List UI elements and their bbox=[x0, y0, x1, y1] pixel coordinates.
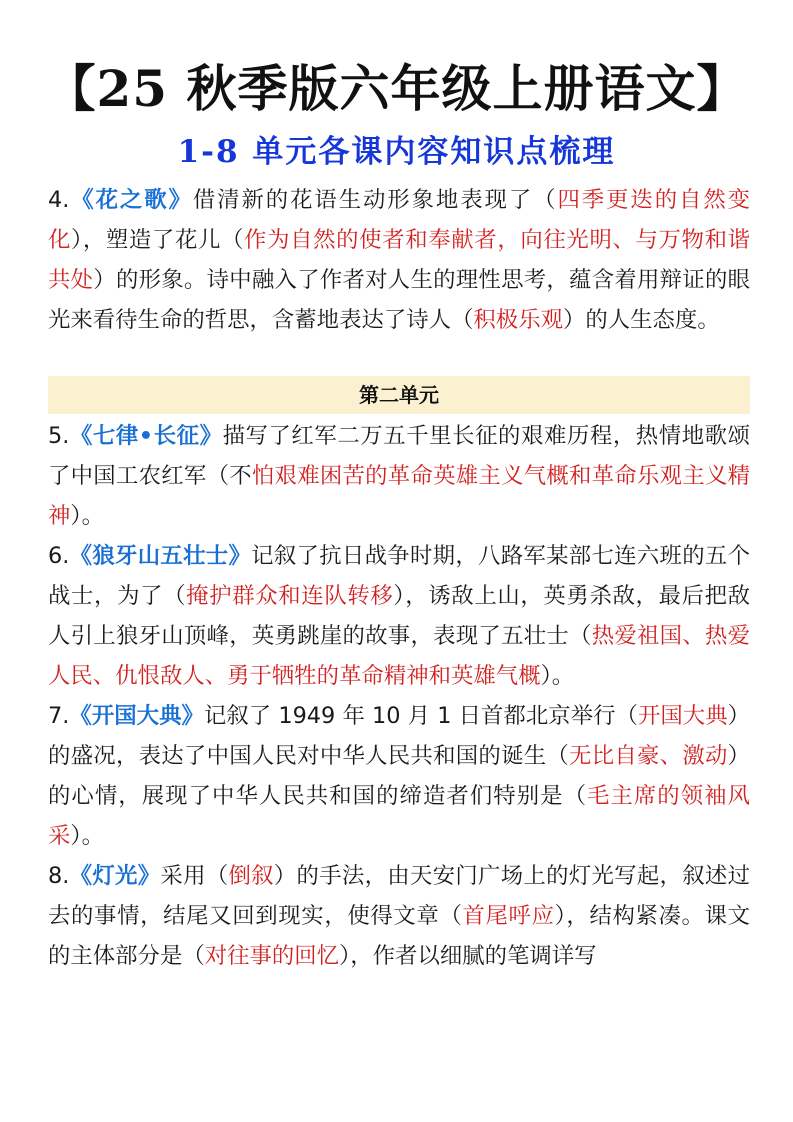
item-text: 记叙了抗日战争时期，八路军某部七连六班的五个战士，为了（ bbox=[48, 543, 750, 609]
item-number: 4. bbox=[48, 187, 70, 213]
item-8 bbox=[48, 856, 750, 976]
item-text: ），作者以细腻的笔调详写 bbox=[339, 943, 597, 969]
lesson-title: 《开国大典》 bbox=[69, 703, 204, 729]
answer-text: 热爱祖国、热爱人民、仇恨敌人、勇于牺牲的革命精神和英雄气概 bbox=[48, 623, 751, 689]
item-text: ），塑造了花儿（ bbox=[71, 227, 245, 253]
section-header: 第二单元 bbox=[48, 376, 750, 414]
page-title: 【25 秋季版六年级上册语文】 bbox=[45, 59, 748, 118]
answer-text: 掩护群众和连队转移 bbox=[186, 583, 394, 609]
item-number: 8. bbox=[48, 863, 70, 889]
item-text: ）。 bbox=[70, 503, 104, 529]
page-subtitle: 1-8 单元各课内容知识点梳理 bbox=[177, 134, 616, 170]
item-text: 描写了红军二万五千里长征的艰难历程，热情地歌颂了中国工农红军（不 bbox=[48, 423, 751, 489]
document-body bbox=[48, 180, 750, 976]
item-number: 7. bbox=[48, 703, 70, 729]
lesson-title: 《七律•长征》 bbox=[69, 423, 223, 449]
item-5 bbox=[48, 416, 750, 536]
answer-text: 对往事的回忆 bbox=[204, 943, 340, 969]
lesson-title: 《灯光》 bbox=[69, 863, 161, 889]
item-number: 5. bbox=[48, 423, 70, 449]
item-number: 6. bbox=[48, 543, 70, 569]
item-7 bbox=[48, 696, 750, 856]
answer-text: 怕艰难困苦的革命英雄主义气概和革命乐观主义精神 bbox=[48, 463, 751, 529]
item-text: ）。 bbox=[540, 663, 575, 689]
item-text: 采用（ bbox=[160, 863, 229, 889]
item-6 bbox=[48, 536, 750, 696]
answer-text: 开国大典 bbox=[637, 703, 728, 729]
answer-text: 作为自然的使者和奉献者，向往光明、与万物和谐共处 bbox=[48, 227, 750, 293]
answer-text: 四季更迭的自然变化 bbox=[48, 187, 751, 253]
lesson-title: 《狼牙山五壮士》 bbox=[69, 543, 252, 569]
answer-text: 倒叙 bbox=[228, 863, 274, 889]
item-text: ），结构紧凑。课文的主体部分是（ bbox=[48, 903, 750, 969]
item-text: 记叙了 1949 年 10 月 1 日首都北京举行（ bbox=[203, 703, 638, 729]
item-text: ）的心情，展现了中华人民共和国的缔造者们特别是（ bbox=[48, 743, 751, 809]
answer-text: 无比自豪、激动 bbox=[569, 743, 728, 769]
item-text: ），诱敌上山，英勇杀敌，最后把敌人引上狼牙山顶峰，英勇跳崖的故事，表现了五壮士（ bbox=[48, 583, 751, 649]
item-4 bbox=[48, 180, 750, 340]
item-text: ）的手法，由天安门广场上的灯光写起，叙述过去的事情，结尾又回到现实，使得文章（ bbox=[48, 863, 750, 929]
answer-text: 积极乐观 bbox=[473, 307, 563, 333]
item-text: 借清新的花语生动形象地表现了（ bbox=[192, 187, 558, 213]
item-text: ）的人生态度。 bbox=[562, 307, 720, 333]
lesson-title: 《花之歌》 bbox=[69, 187, 193, 213]
item-text: ）。 bbox=[70, 823, 104, 849]
item-text: ）的盛况，表达了中国人民对中华人民共和国的诞生（ bbox=[48, 703, 750, 769]
item-text: ）的形象。诗中融入了作者对人生的理性思考，蕴含着用辩证的眼光来看待生命的哲思，含蓄地表达了诗人（ bbox=[48, 267, 751, 333]
answer-text: 首尾呼应 bbox=[462, 903, 555, 929]
answer-text: 毛主席的领袖风采 bbox=[48, 783, 750, 849]
